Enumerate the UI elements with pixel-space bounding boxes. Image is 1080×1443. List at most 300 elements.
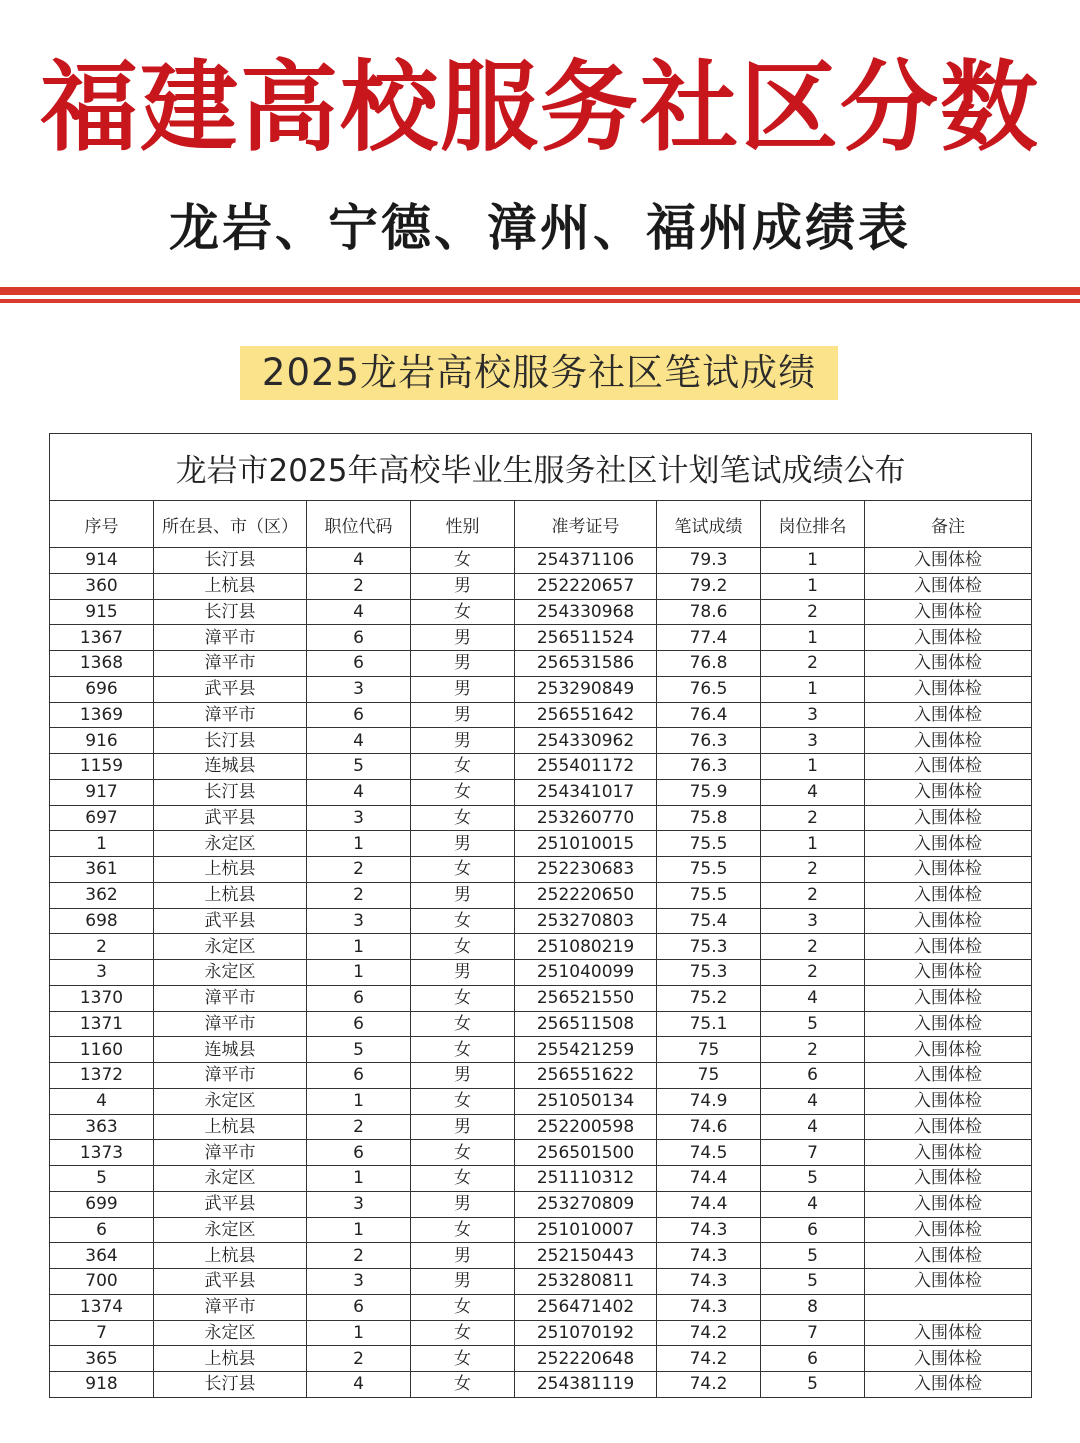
cell-ticket-number: 253290849	[515, 676, 657, 702]
cell-seq: 3	[50, 960, 154, 986]
main-title: 福建高校服务社区分数	[39, 51, 1040, 165]
cell-seq: 2	[50, 934, 154, 960]
cell-position-code: 3	[307, 805, 411, 831]
cell-written-score: 79.2	[657, 573, 761, 599]
cell-ticket-number: 255401172	[515, 754, 657, 780]
cell-gender: 女	[411, 857, 515, 883]
cell-gender: 男	[411, 1269, 515, 1295]
cell-position-code: 1	[307, 1217, 411, 1243]
cell-written-score: 74.2	[657, 1346, 761, 1372]
cell-position-code: 1	[307, 934, 411, 960]
cell-gender: 女	[411, 1037, 515, 1063]
cell-written-score: 75.9	[657, 779, 761, 805]
cell-gender: 女	[411, 599, 515, 625]
cell-county: 上杭县	[154, 573, 307, 599]
cell-written-score: 76.3	[657, 754, 761, 780]
cell-seq: 1368	[50, 651, 154, 677]
cell-seq: 917	[50, 779, 154, 805]
cell-position-code: 1	[307, 1088, 411, 1114]
cell-ticket-number: 251040099	[515, 960, 657, 986]
cell-ticket-number: 253260770	[515, 805, 657, 831]
cell-position-code: 1	[307, 1320, 411, 1346]
table-row	[50, 882, 1032, 908]
cell-written-score: 75	[657, 1063, 761, 1089]
cell-position-rank: 3	[761, 728, 865, 754]
table-row	[50, 754, 1032, 780]
cell-seq: 916	[50, 728, 154, 754]
cell-county: 上杭县	[154, 882, 307, 908]
cell-ticket-number: 251010015	[515, 831, 657, 857]
cell-written-score: 77.4	[657, 625, 761, 651]
cell-position-code: 3	[307, 1269, 411, 1295]
cell-seq: 1	[50, 831, 154, 857]
cell-written-score: 76.5	[657, 676, 761, 702]
cell-county: 武平县	[154, 908, 307, 934]
cell-seq: 360	[50, 573, 154, 599]
cell-remark: 入围体检	[865, 857, 1032, 883]
cell-position-rank: 5	[761, 1269, 865, 1295]
cell-ticket-number: 256551622	[515, 1063, 657, 1089]
cell-remark: 入围体检	[865, 960, 1032, 986]
cell-position-rank: 7	[761, 1320, 865, 1346]
cell-gender: 女	[411, 548, 515, 574]
table-row	[50, 1269, 1032, 1295]
cell-seq: 5	[50, 1166, 154, 1192]
cell-seq: 914	[50, 548, 154, 574]
cell-remark: 入围体检	[865, 1088, 1032, 1114]
header-banner	[0, 0, 1080, 290]
table-row	[50, 985, 1032, 1011]
cell-county: 上杭县	[154, 1114, 307, 1140]
cell-county: 漳平市	[154, 625, 307, 651]
cell-position-code: 2	[307, 573, 411, 599]
cell-seq: 1372	[50, 1063, 154, 1089]
cell-position-code: 6	[307, 1294, 411, 1320]
cell-ticket-number: 256521550	[515, 985, 657, 1011]
cell-position-rank: 2	[761, 599, 865, 625]
table-row	[50, 599, 1032, 625]
cell-seq: 1371	[50, 1011, 154, 1037]
table-row	[50, 1166, 1032, 1192]
cell-remark: 入围体检	[865, 805, 1032, 831]
table-row	[50, 573, 1032, 599]
cell-position-rank: 3	[761, 702, 865, 728]
cell-seq: 1160	[50, 1037, 154, 1063]
cell-position-code: 6	[307, 625, 411, 651]
cell-written-score: 75.2	[657, 985, 761, 1011]
cell-seq: 6	[50, 1217, 154, 1243]
col-header-position-code: 职位代码	[307, 501, 411, 548]
cell-seq: 1374	[50, 1294, 154, 1320]
cell-gender: 男	[411, 728, 515, 754]
cell-written-score: 74.2	[657, 1372, 761, 1398]
cell-ticket-number: 252230683	[515, 857, 657, 883]
cell-county: 长汀县	[154, 548, 307, 574]
cell-position-rank: 4	[761, 985, 865, 1011]
cell-county: 武平县	[154, 805, 307, 831]
cell-ticket-number: 253270809	[515, 1191, 657, 1217]
cell-written-score: 74.9	[657, 1088, 761, 1114]
cell-position-rank: 4	[761, 1114, 865, 1140]
cell-position-code: 4	[307, 728, 411, 754]
cell-position-rank: 2	[761, 882, 865, 908]
cell-county: 长汀县	[154, 779, 307, 805]
cell-county: 漳平市	[154, 1140, 307, 1166]
table-row	[50, 1243, 1032, 1269]
cell-ticket-number: 256501500	[515, 1140, 657, 1166]
cell-position-code: 1	[307, 960, 411, 986]
cell-position-rank: 1	[761, 754, 865, 780]
cell-position-code: 4	[307, 599, 411, 625]
cell-position-code: 3	[307, 676, 411, 702]
cell-position-rank: 4	[761, 779, 865, 805]
table-row	[50, 625, 1032, 651]
cell-remark: 入围体检	[865, 1140, 1032, 1166]
cell-county: 武平县	[154, 676, 307, 702]
cell-position-code: 3	[307, 908, 411, 934]
cell-position-rank: 5	[761, 1243, 865, 1269]
cell-ticket-number: 256471402	[515, 1294, 657, 1320]
table-body	[50, 548, 1032, 1398]
cell-gender: 女	[411, 1166, 515, 1192]
cell-written-score: 75.5	[657, 882, 761, 908]
cell-position-rank: 4	[761, 1088, 865, 1114]
cell-seq: 700	[50, 1269, 154, 1295]
cell-gender: 女	[411, 985, 515, 1011]
cell-written-score: 74.6	[657, 1114, 761, 1140]
cell-gender: 男	[411, 960, 515, 986]
cell-remark: 入围体检	[865, 908, 1032, 934]
cell-county: 永定区	[154, 1217, 307, 1243]
table-row	[50, 857, 1032, 883]
cell-remark: 入围体检	[865, 831, 1032, 857]
cell-position-code: 6	[307, 1063, 411, 1089]
cell-position-code: 2	[307, 1243, 411, 1269]
cell-county: 永定区	[154, 1320, 307, 1346]
cell-position-rank: 2	[761, 805, 865, 831]
table-row	[50, 805, 1032, 831]
table-row	[50, 1088, 1032, 1114]
cell-ticket-number: 251070192	[515, 1320, 657, 1346]
table-row	[50, 1063, 1032, 1089]
cell-remark: 入围体检	[865, 754, 1032, 780]
cell-position-rank: 5	[761, 1011, 865, 1037]
cell-remark: 入围体检	[865, 1037, 1032, 1063]
cell-seq: 1367	[50, 625, 154, 651]
cell-position-rank: 2	[761, 934, 865, 960]
cell-remark: 入围体检	[865, 934, 1032, 960]
table-row	[50, 1140, 1032, 1166]
cell-ticket-number: 253280811	[515, 1269, 657, 1295]
cell-position-rank: 5	[761, 1166, 865, 1192]
cell-county: 上杭县	[154, 857, 307, 883]
cell-position-code: 1	[307, 1166, 411, 1192]
cell-remark: 入围体检	[865, 625, 1032, 651]
cell-ticket-number: 251010007	[515, 1217, 657, 1243]
sub-title: 龙岩、宁德、漳州、福州成绩表	[169, 199, 911, 257]
header-divider-thin	[0, 299, 1080, 303]
cell-position-rank: 5	[761, 1372, 865, 1398]
cell-county: 上杭县	[154, 1243, 307, 1269]
cell-gender: 男	[411, 702, 515, 728]
cell-remark: 入围体检	[865, 548, 1032, 574]
cell-gender: 女	[411, 779, 515, 805]
cell-ticket-number: 256511508	[515, 1011, 657, 1037]
cell-remark: 入围体检	[865, 1217, 1032, 1243]
cell-remark: 入围体检	[865, 702, 1032, 728]
cell-county: 长汀县	[154, 1372, 307, 1398]
cell-gender: 男	[411, 651, 515, 677]
cell-ticket-number: 254371106	[515, 548, 657, 574]
cell-position-rank: 2	[761, 857, 865, 883]
cell-county: 漳平市	[154, 985, 307, 1011]
cell-seq: 696	[50, 676, 154, 702]
col-header-written-score: 笔试成绩	[657, 501, 761, 548]
cell-ticket-number: 251110312	[515, 1166, 657, 1192]
cell-position-rank: 6	[761, 1063, 865, 1089]
cell-remark: 入围体检	[865, 1320, 1032, 1346]
cell-position-rank: 8	[761, 1294, 865, 1320]
cell-remark: 入围体检	[865, 1346, 1032, 1372]
cell-remark: 入围体检	[865, 1166, 1032, 1192]
cell-written-score: 74.3	[657, 1294, 761, 1320]
cell-position-rank: 1	[761, 573, 865, 599]
cell-position-rank: 2	[761, 1037, 865, 1063]
cell-position-code: 6	[307, 651, 411, 677]
cell-seq: 1159	[50, 754, 154, 780]
table-row	[50, 1114, 1032, 1140]
cell-gender: 女	[411, 934, 515, 960]
cell-written-score: 76.3	[657, 728, 761, 754]
cell-seq: 365	[50, 1346, 154, 1372]
table-row	[50, 779, 1032, 805]
cell-remark: 入围体检	[865, 779, 1032, 805]
cell-remark: 入围体检	[865, 882, 1032, 908]
cell-seq: 361	[50, 857, 154, 883]
cell-gender: 女	[411, 908, 515, 934]
cell-county: 上杭县	[154, 1346, 307, 1372]
score-table-container	[49, 433, 1031, 1398]
cell-gender: 男	[411, 676, 515, 702]
cell-gender: 女	[411, 1140, 515, 1166]
cell-seq: 4	[50, 1088, 154, 1114]
cell-position-code: 1	[307, 831, 411, 857]
cell-position-rank: 6	[761, 1346, 865, 1372]
cell-county: 武平县	[154, 1269, 307, 1295]
cell-written-score: 75.5	[657, 857, 761, 883]
cell-written-score: 78.6	[657, 599, 761, 625]
table-row	[50, 908, 1032, 934]
cell-ticket-number: 253270803	[515, 908, 657, 934]
col-header-ticket-number: 准考证号	[515, 501, 657, 548]
col-header-county: 所在县、市（区）	[154, 501, 307, 548]
table-row	[50, 1011, 1032, 1037]
cell-county: 连城县	[154, 754, 307, 780]
cell-written-score: 74.3	[657, 1217, 761, 1243]
cell-ticket-number: 255421259	[515, 1037, 657, 1063]
cell-written-score: 74.2	[657, 1320, 761, 1346]
cell-gender: 女	[411, 805, 515, 831]
table-row	[50, 934, 1032, 960]
cell-gender: 女	[411, 1294, 515, 1320]
cell-county: 漳平市	[154, 1011, 307, 1037]
cell-remark	[865, 1294, 1032, 1320]
cell-remark: 入围体检	[865, 676, 1032, 702]
cell-gender: 女	[411, 1320, 515, 1346]
cell-remark: 入围体检	[865, 728, 1032, 754]
table-header-row	[50, 501, 1032, 548]
cell-county: 漳平市	[154, 702, 307, 728]
cell-county: 武平县	[154, 1191, 307, 1217]
col-header-gender: 性别	[411, 501, 515, 548]
cell-county: 永定区	[154, 1166, 307, 1192]
table-row	[50, 1037, 1032, 1063]
cell-remark: 入围体检	[865, 651, 1032, 677]
table-row	[50, 702, 1032, 728]
cell-ticket-number: 251050134	[515, 1088, 657, 1114]
cell-ticket-number: 252220648	[515, 1346, 657, 1372]
cell-position-rank: 2	[761, 651, 865, 677]
table-row	[50, 960, 1032, 986]
cell-remark: 入围体检	[865, 1063, 1032, 1089]
cell-position-code: 4	[307, 548, 411, 574]
table-row	[50, 1191, 1032, 1217]
cell-remark: 入围体检	[865, 1114, 1032, 1140]
cell-seq: 915	[50, 599, 154, 625]
cell-ticket-number: 254381119	[515, 1372, 657, 1398]
cell-ticket-number: 254341017	[515, 779, 657, 805]
cell-county: 连城县	[154, 1037, 307, 1063]
cell-position-code: 6	[307, 1140, 411, 1166]
cell-written-score: 75.8	[657, 805, 761, 831]
cell-written-score: 74.3	[657, 1269, 761, 1295]
cell-county: 永定区	[154, 831, 307, 857]
cell-position-code: 6	[307, 1011, 411, 1037]
col-header-seq: 序号	[50, 501, 154, 548]
cell-written-score: 76.4	[657, 702, 761, 728]
cell-seq: 1370	[50, 985, 154, 1011]
cell-position-rank: 4	[761, 1191, 865, 1217]
cell-seq: 918	[50, 1372, 154, 1398]
cell-seq: 1373	[50, 1140, 154, 1166]
cell-seq: 699	[50, 1191, 154, 1217]
col-header-position-rank: 岗位排名	[761, 501, 865, 548]
cell-position-code: 5	[307, 754, 411, 780]
header-divider-thick	[0, 287, 1080, 295]
cell-county: 永定区	[154, 960, 307, 986]
cell-position-rank: 6	[761, 1217, 865, 1243]
table-row	[50, 1320, 1032, 1346]
cell-seq: 698	[50, 908, 154, 934]
cell-gender: 男	[411, 625, 515, 651]
cell-position-code: 2	[307, 857, 411, 883]
cell-gender: 女	[411, 1011, 515, 1037]
cell-written-score: 75	[657, 1037, 761, 1063]
cell-ticket-number: 256531586	[515, 651, 657, 677]
table-row	[50, 728, 1032, 754]
cell-remark: 入围体检	[865, 985, 1032, 1011]
cell-position-code: 4	[307, 1372, 411, 1398]
cell-ticket-number: 252220657	[515, 573, 657, 599]
cell-county: 漳平市	[154, 651, 307, 677]
cell-position-rank: 1	[761, 831, 865, 857]
cell-gender: 男	[411, 1114, 515, 1140]
col-header-remark: 备注	[865, 501, 1032, 548]
cell-county: 永定区	[154, 934, 307, 960]
cell-position-code: 6	[307, 985, 411, 1011]
cell-county: 长汀县	[154, 599, 307, 625]
table-caption: 龙岩市2025年高校毕业生服务社区计划笔试成绩公布	[50, 434, 1032, 501]
cell-written-score: 75.5	[657, 831, 761, 857]
cell-position-code: 3	[307, 1191, 411, 1217]
cell-seq: 363	[50, 1114, 154, 1140]
cell-ticket-number: 252220650	[515, 882, 657, 908]
cell-remark: 入围体检	[865, 1269, 1032, 1295]
cell-written-score: 79.3	[657, 548, 761, 574]
cell-gender: 男	[411, 573, 515, 599]
cell-seq: 7	[50, 1320, 154, 1346]
cell-remark: 入围体检	[865, 1011, 1032, 1037]
cell-remark: 入围体检	[865, 599, 1032, 625]
cell-position-rank: 1	[761, 548, 865, 574]
cell-ticket-number: 254330962	[515, 728, 657, 754]
cell-county: 长汀县	[154, 728, 307, 754]
table-row	[50, 1217, 1032, 1243]
cell-gender: 女	[411, 1088, 515, 1114]
table-row	[50, 651, 1032, 677]
cell-written-score: 75.4	[657, 908, 761, 934]
table-row	[50, 831, 1032, 857]
cell-position-code: 2	[307, 1114, 411, 1140]
cell-position-rank: 1	[761, 676, 865, 702]
cell-gender: 男	[411, 1063, 515, 1089]
cell-gender: 男	[411, 1191, 515, 1217]
cell-ticket-number: 251080219	[515, 934, 657, 960]
cell-seq: 362	[50, 882, 154, 908]
cell-county: 漳平市	[154, 1294, 307, 1320]
table-row	[50, 1372, 1032, 1398]
cell-gender: 女	[411, 754, 515, 780]
cell-position-rank: 3	[761, 908, 865, 934]
cell-position-rank: 2	[761, 960, 865, 986]
cell-position-code: 4	[307, 779, 411, 805]
cell-seq: 697	[50, 805, 154, 831]
cell-gender: 女	[411, 1372, 515, 1398]
cell-gender: 女	[411, 1346, 515, 1372]
cell-remark: 入围体检	[865, 1191, 1032, 1217]
cell-written-score: 76.8	[657, 651, 761, 677]
cell-written-score: 74.4	[657, 1166, 761, 1192]
section-label: 2025龙岩高校服务社区笔试成绩	[240, 346, 838, 400]
cell-position-rank: 7	[761, 1140, 865, 1166]
cell-written-score: 75.3	[657, 934, 761, 960]
cell-ticket-number: 256551642	[515, 702, 657, 728]
cell-gender: 男	[411, 1243, 515, 1269]
cell-seq: 364	[50, 1243, 154, 1269]
table-row	[50, 548, 1032, 574]
cell-gender: 女	[411, 1217, 515, 1243]
cell-position-rank: 1	[761, 625, 865, 651]
cell-written-score: 74.3	[657, 1243, 761, 1269]
cell-position-code: 2	[307, 1346, 411, 1372]
cell-ticket-number: 252200598	[515, 1114, 657, 1140]
cell-remark: 入围体检	[865, 573, 1032, 599]
score-table	[49, 433, 1032, 1398]
cell-ticket-number: 252150443	[515, 1243, 657, 1269]
table-row	[50, 676, 1032, 702]
cell-remark: 入围体检	[865, 1243, 1032, 1269]
cell-seq: 1369	[50, 702, 154, 728]
